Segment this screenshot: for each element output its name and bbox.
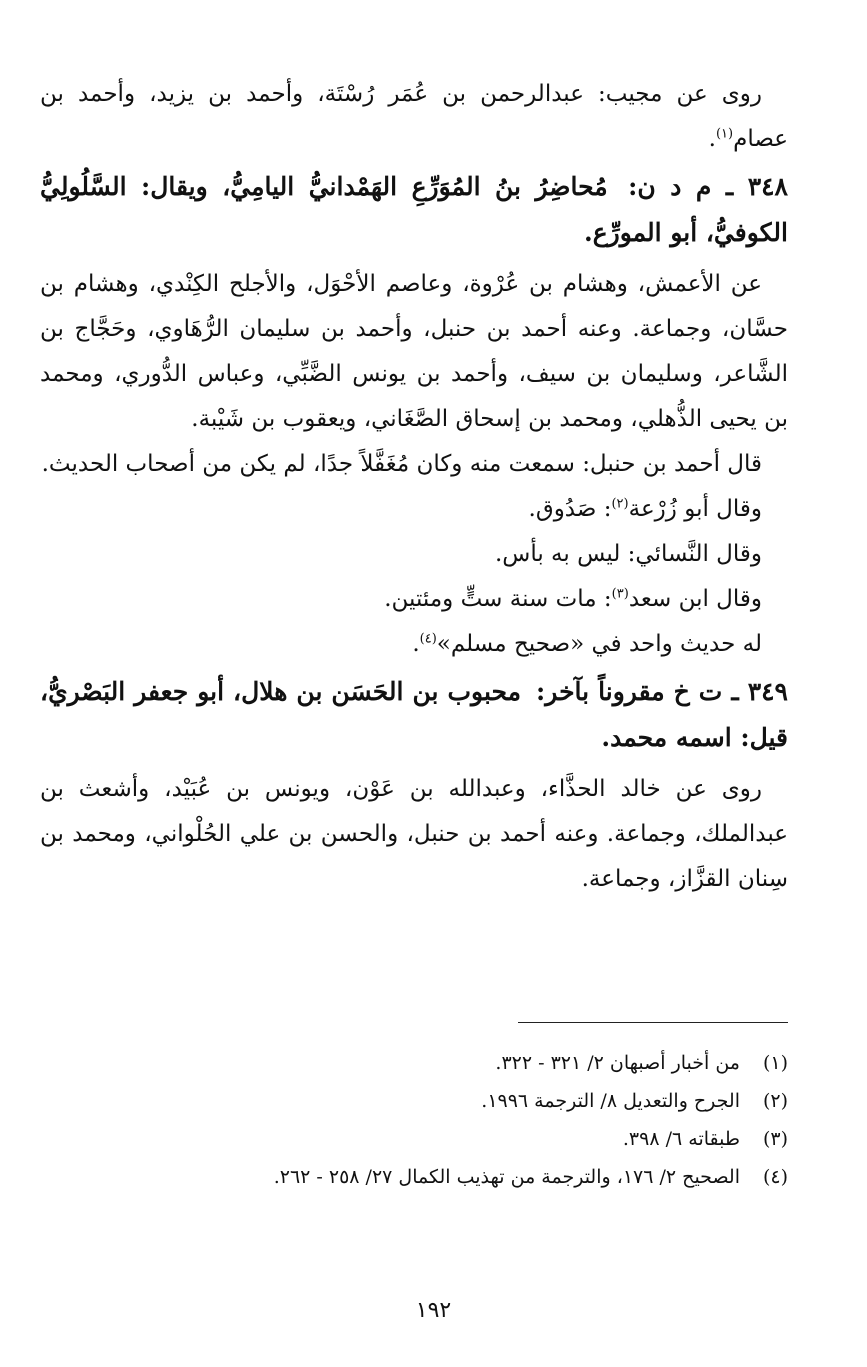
entry-348-number: ٣٤٨ ـ م د ن: bbox=[628, 172, 788, 201]
paragraph-348-ibn-saad bbox=[40, 577, 788, 622]
footnote-text: طبقاته ٦/ ٣٩٨. bbox=[622, 1128, 740, 1150]
footnote-ref-4: (٤) bbox=[419, 631, 437, 647]
footnote-item bbox=[88, 1082, 788, 1120]
entry-349-name: محبوب بن الحَسَن بن هلال، أبو جعفر البَصْريُّ، قيل: اسمه محمد. bbox=[40, 677, 788, 752]
footnote-text: الصحيح ٢/ ١٧٦، والترجمة من تهذيب الكمال ٢٧/ ٢٥٨ - ٢٦٢. bbox=[273, 1166, 740, 1188]
footnote-number: (٤) bbox=[762, 1166, 788, 1188]
footnote-number: (١) bbox=[762, 1052, 788, 1074]
footnote-divider bbox=[518, 1022, 788, 1023]
paragraph-text: : مات سنة ستٍّ ومئتين. bbox=[384, 586, 612, 612]
entry-349-number: ٣٤٩ ـ ت خ مقروناً بآخر: bbox=[536, 677, 788, 706]
entry-349-heading bbox=[40, 669, 788, 761]
paragraph-text: وقال أبو زُرْعة bbox=[628, 496, 762, 522]
paragraph-end: . bbox=[708, 126, 716, 152]
paragraph-text: روى عن مجيب: عبدالرحمن بن عُمَر رُسْتَة، وأحمد بن يزيد، وأحمد بن عصام bbox=[40, 81, 788, 152]
footnote-text: الجرح والتعديل ٨/ الترجمة ١٩٩٦. bbox=[481, 1090, 740, 1112]
paragraph-text: له حديث واحد في «صحيح مسلم» bbox=[436, 631, 762, 657]
footnote-number: (٣) bbox=[762, 1128, 788, 1150]
footnote-number: (٢) bbox=[762, 1090, 788, 1112]
page-body bbox=[40, 72, 788, 902]
footnotes bbox=[88, 1044, 788, 1196]
paragraph-348-nasai: وقال النَّسائي: ليس به بأس. bbox=[494, 541, 762, 567]
page-number: ١٩٢ bbox=[415, 1298, 452, 1323]
footnote-ref-3: (٣) bbox=[611, 586, 629, 602]
entry-348-name: مُحاضِرُ بنُ المُوَرِّعِ الهَمْدانيُّ اليامِيُّ، ويقال: السَّلُولِيُّ الكوفيُّ، أبو المورِّع. bbox=[40, 172, 788, 247]
footnote-item bbox=[88, 1044, 788, 1082]
paragraph-348-narrators: عن الأعمش، وهشام بن عُرْوة، وعاصم الأحْوَل، والأجلح الكِنْدي، وهشام بن حسَّان، وجماعة. وعنه أحمد بن حنبل، وأحمد بن سليمان الرُّهَاوي، وحَجَّاج بن الشَّاعر، وسليمان بن سيف، وأحمد بن يونس الضَّبِّي، وعباس الدُّوري، ومحمد بن يحيى الذُّهلي، ومحمد بن إسحاق الصَّغَاني، ويعقوب بن شَيْبة. bbox=[40, 271, 788, 432]
footnote-ref-1: (١) bbox=[715, 126, 734, 142]
footnote-ref-2: (٢) bbox=[611, 496, 629, 512]
paragraph-348-abu-zura bbox=[40, 487, 788, 532]
footnote-item bbox=[88, 1120, 788, 1158]
footnote-text: من أخبار أصبهان ٢/ ٣٢١ - ٣٢٢. bbox=[495, 1052, 740, 1074]
paragraph-text: وقال ابن سعد bbox=[628, 586, 762, 612]
paragraph-narrators bbox=[40, 72, 788, 162]
footnote-item bbox=[88, 1158, 788, 1196]
paragraph-348-hadith bbox=[40, 622, 788, 667]
paragraph-349-narrators: روى عن خالد الحذَّاء، وعبدالله بن عَوْن، ويونس بن عُبَيْد، وأشعث بن عبدالملك، وجماعة. وعنه أحمد بن حنبل، والحسن بن علي الحُلْواني، ومحمد بن سِنان القزَّاز، وجماعة. bbox=[40, 776, 788, 892]
paragraph-text: : صَدُوق. bbox=[528, 496, 612, 522]
paragraph-text: . bbox=[412, 631, 420, 657]
entry-348-heading bbox=[40, 164, 788, 256]
paragraph-348-ahmad: قال أحمد بن حنبل: سمعت منه وكان مُغَفَّلاً جدًا، لم يكن من أصحاب الحديث. bbox=[41, 451, 762, 477]
